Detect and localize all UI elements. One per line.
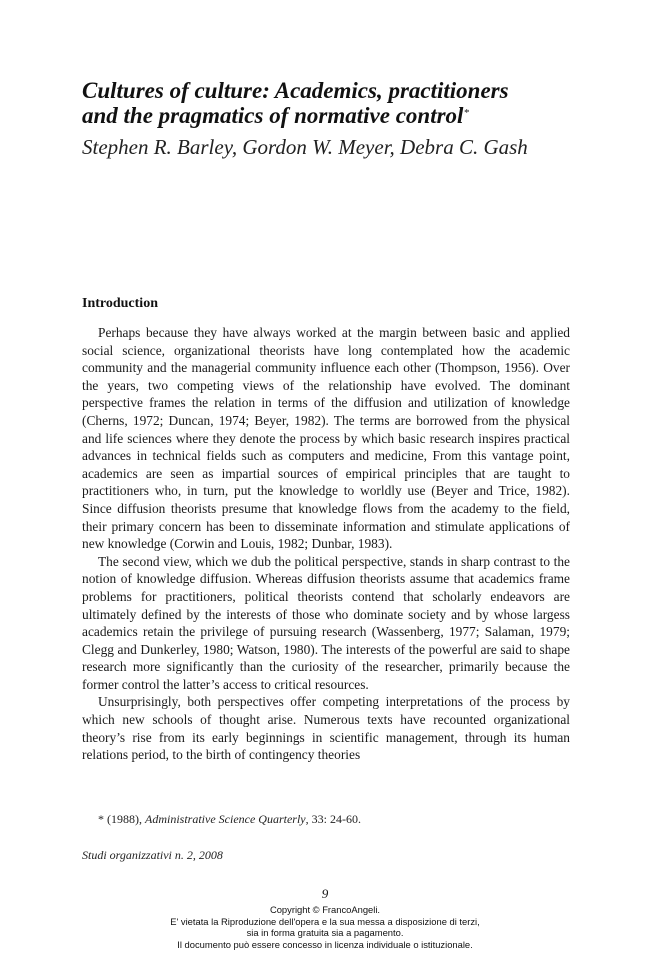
title-line-1: Cultures of culture: Academics, practitioners	[82, 78, 509, 103]
copyright-line-1: Copyright © FrancoAngeli.	[269, 904, 381, 915]
footnote	[98, 812, 570, 827]
footnote-suffix: , 33: 24-60.	[305, 812, 361, 826]
title-line-2: and the pragmatics of normative control	[82, 103, 464, 128]
author-list: Stephen R. Barley, Gordon W. Meyer, Debra C. Gash	[82, 135, 528, 159]
article-title	[82, 78, 582, 128]
copyright-notice	[0, 904, 650, 950]
title-footnote-marker: *	[463, 107, 469, 119]
paragraph-3: Unsurprisingly, both perspectives offer competing interpretations of the process by which new schools of thought arise. Numerous texts have recounted organizational theory’s rise from its early beginnings in scientific management, through its human relations period, to the birth of contingency theories	[82, 694, 570, 763]
paragraph-1: Perhaps because they have always worked at the margin between basic and applied social science, organizational theorists have long contemplated how the academic community and the managerial community influence each other (Thompson, 1956). Over the years, two competing views of the relationship have evolved. The dominant perspective frames the relation in terms of the diffusion and utilization of knowledge (Cherns, 1972; Duncan, 1974; Beyer, 1982). The terms are borrowed from the physical and life sciences where they denote the process by which basic research inspires practical advances in technical fields such as computers and medicine, From this vantage point, academics are seen as impartial sources of empirical principles that are taught to practitioners who, in turn, put the knowledge to worldly use (Beyer and Trice, 1982). Since diffusion theorists presume that knowledge flows from the academy to the field, their primary concern has been to disseminate information and stimulate applications of new knowledge (Corwin and Louis, 1982; Dunbar, 1983).	[82, 325, 570, 552]
section-heading: Introduction	[82, 296, 158, 311]
copyright-line-2: E' vietata la Riproduzione dell'opera e la sua messa a disposizione di terzi,	[170, 915, 480, 927]
copyright-line-4: Il documento può essere concesso in licenza individuale o istituzionale.	[177, 938, 473, 950]
paragraph-2: The second view, which we dub the political perspective, stands in sharp contrast to the notion of knowledge diffusion. Whereas diffusion theorists assume that academics frame problems for practitioners, political theorists contend that scholarly endeavors are ultimately defined by the interests of those who dominate society and by whose largess academics retain the privilege of pursuing research (Wassenberg, 1977; Salaman, 1979; Clegg and Dunkerley, 1980; Watson, 1980). The interests of the powerful are said to shape research more significantly than the curiosity of the researcher, primarily because the former control the latter’s access to critical resources.	[82, 553, 570, 692]
series-line: Studi organizzativi n. 2, 2008	[82, 848, 223, 862]
page-number: 9	[321, 886, 329, 901]
footnote-prefix: * (1988),	[98, 812, 145, 826]
copyright-line-3: sia in forma gratuita sia a pagamento.	[246, 927, 404, 939]
body-text	[82, 324, 570, 764]
footnote-journal: Administrative Science Quarterly	[145, 812, 306, 826]
